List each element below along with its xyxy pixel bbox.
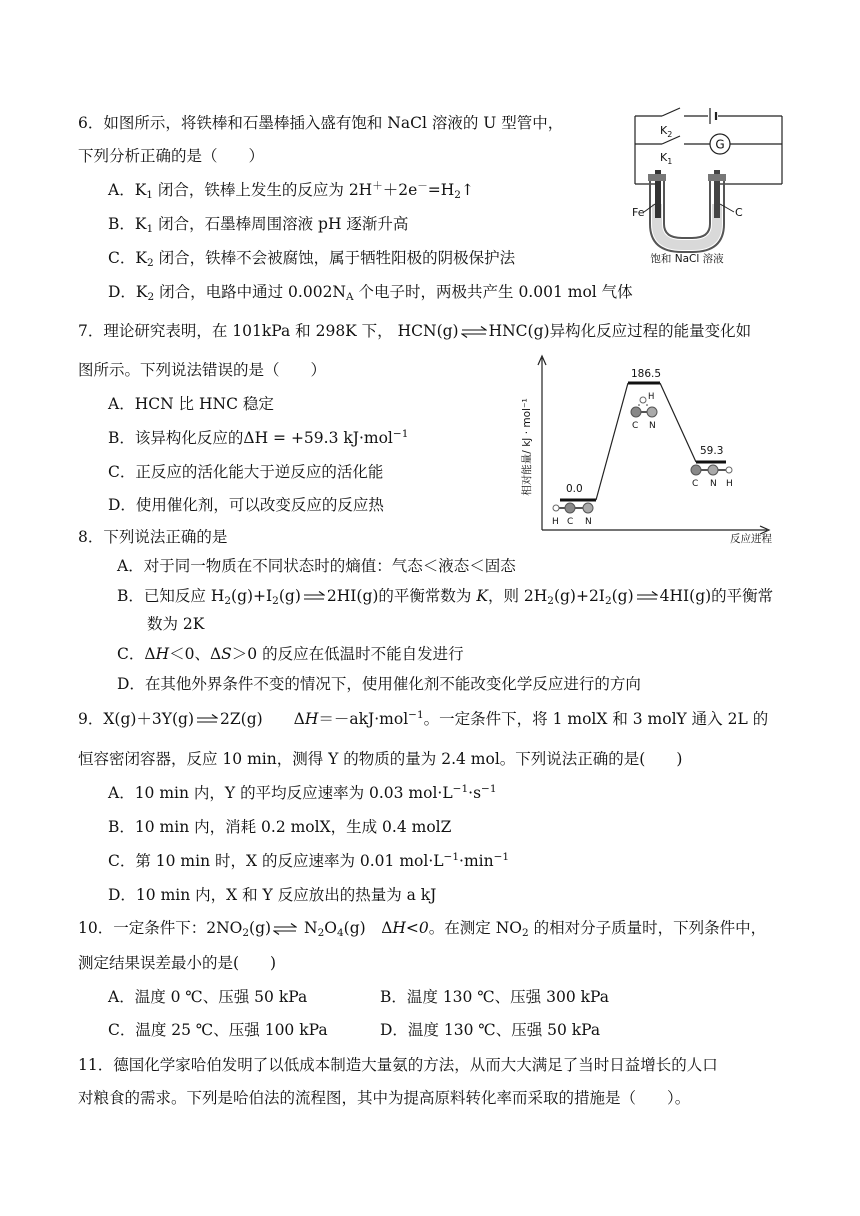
q7-energy-diagram [512, 352, 774, 544]
q9-option-c: C．第 10 min 时，X 的反应速率为 0.01 $mol\cdot L^{-1}\cdot\min^{-1}$ [108, 851, 510, 870]
q8-stem: 8．下列说法正确的是 [78, 528, 228, 546]
q11-stem-line1: 11．德国化学家哈伯发明了以低成本制造大量氨的方法，从而大大满足了当时日益增长的人口 [78, 1056, 718, 1074]
q9-option-a: A．10 min 内，Y 的平均反应速率为 0.03 $mol\cdot L^{-1}\cdot s^{-1}$ [108, 783, 497, 802]
svg-text:C: C [735, 206, 743, 219]
equilibrium-arrow-icon [636, 591, 658, 603]
q7-option-b: B．该异构化反应的ΔH = +59.3 kJ·mol$^{-1}$ [108, 428, 409, 447]
q7-option-a: A．HCN 比 HNC 稳定 [108, 395, 274, 413]
svg-text:G: G [715, 137, 725, 152]
svg-text:C: C [567, 517, 574, 527]
q6-stem-line2: 下列分析正确的是（ ） [78, 147, 265, 165]
q10-option-b: B．温度 130 ℃、压强 300 kPa [380, 988, 609, 1006]
q8-option-d: D．在其他外界条件不变的情况下，使用催化剂不能改变化学反应进行的方向 [117, 675, 641, 693]
svg-text:H: H [726, 479, 733, 489]
svg-text:Fe: Fe [632, 206, 645, 219]
x-axis-label: 反应进程 [730, 533, 772, 544]
q8-option-a: A．对于同一物质在不同状态时的熵值：气态＜液态＜固态 [117, 557, 516, 575]
equilibrium-arrow-icon [196, 714, 218, 726]
level-value-0: 0.0 [566, 483, 583, 495]
q6-electrolysis-figure [622, 104, 792, 264]
q8-option-c: C．ΔH＜0、ΔS＞0 的反应在低温时不能自发进行 [117, 645, 464, 663]
svg-text:H: H [648, 392, 655, 402]
q9-stem-line1: 9．X(g)＋3Y(g) 2Z(g) ΔH＝－akJ·mol$^{-1}$。一定条件下，将 1 molX 和 3 molY 通入 2L 的 [78, 709, 769, 728]
q8-option-b: B．已知反应 $H_2(g)+I_2(g)$ 2HI(g)的平衡常数为 K，则 $2H_2(g)+2I_2(g)$ 4HI(g)的平衡常 [117, 587, 774, 607]
q8-option-b-cont: 数为 2K [147, 615, 205, 633]
q7-stem-line1: 7．理论研究表明，在 101kPa 和 298K 下， HCN(g) HNC(g)异构化反应过程的能量变化如 [78, 322, 752, 340]
molecule-hcn-icon [552, 503, 593, 527]
q10-option-c: C．温度 25 ℃、压强 100 kPa [108, 1021, 328, 1039]
molecule-hnc-icon [691, 465, 733, 489]
battery-icon [710, 108, 716, 124]
q9-stem-line2: 恒容密闭容器，反应 10 min，测得 Y 的物质的量为 2.4 mol。下列说法正确的是( ) [78, 750, 683, 768]
q9-option-b: B．10 min 内，消耗 0.2 molX，生成 0.4 molZ [108, 818, 452, 836]
svg-text:K1: $K_1$ [660, 151, 673, 166]
q7-stem-line2: 图所示。下列说法错误的是（ ） [78, 361, 327, 379]
level-value-1: 186.5 [631, 368, 662, 380]
svg-text:C: C [632, 421, 639, 431]
svg-text:饱和 NaCl 溶液: 饱和 NaCl 溶液 [650, 253, 724, 264]
q10-stem-line2: 测定结果误差最小的是( ) [78, 954, 277, 972]
svg-text:K2: $K_2$ [660, 124, 673, 139]
q10-option-d: D．温度 130 ℃、压强 50 kPa [380, 1021, 601, 1039]
equilibrium-arrow-icon [273, 923, 297, 935]
q6-option-d: D．$K_2$ 闭合，电路中通过 $0.002N_A$ 个电子时，两极共产生 0.001 mol 气体 [108, 283, 633, 303]
y-axis-label: 相对能量/ kJ · mol⁻¹ [521, 398, 533, 496]
q11-stem-line2: 对粮食的需求。下列是哈伯法的流程图，其中为提高原料转化率而采取的措施是（ ）。 [78, 1089, 691, 1107]
svg-text:C: C [692, 479, 699, 489]
svg-text:N: N [649, 421, 656, 431]
equilibrium-arrow-icon [461, 326, 487, 338]
q7-option-d: D．使用催化剂，可以改变反应的反应热 [108, 496, 384, 514]
q6-option-c: C．$K_2$ 闭合，铁棒不会被腐蚀，属于牺牲阳极的阴极保护法 [108, 249, 516, 269]
q10-option-a: A．温度 0 ℃、压强 50 kPa [108, 988, 308, 1006]
k2-switch [662, 108, 680, 116]
q6-option-b: B．$K_1$ 闭合，石墨棒周围溶液 pH 逐渐升高 [108, 215, 409, 235]
equilibrium-arrow-icon [303, 591, 325, 603]
svg-text:N: N [710, 479, 717, 489]
q6-option-a: A．$K_1$ 闭合，铁棒上发生的反应为 $2H^++2e^-=H_2↑$ [108, 180, 474, 201]
svg-text:H: H [552, 517, 559, 527]
q7-option-c: C．正反应的活化能大于逆反应的活化能 [108, 463, 384, 481]
level-value-2: 59.3 [700, 445, 724, 457]
q10-stem-line1: 10．一定条件下：$2NO_2(g)$ $N_2O_4(g)$ ΔH<0。在测定 $NO_2$ 的相对分子质量时，下列条件中， [78, 919, 767, 939]
molecule-transition-icon [631, 392, 657, 431]
q6-stem-line1: 6．如图所示，将铁棒和石墨棒插入盛有饱和 NaCl 溶液的 U 型管中， [78, 114, 564, 132]
q9-option-d: D．10 min 内，X 和 Y 反应放出的热量为 a kJ [108, 886, 437, 904]
svg-text:N: N [585, 517, 592, 527]
